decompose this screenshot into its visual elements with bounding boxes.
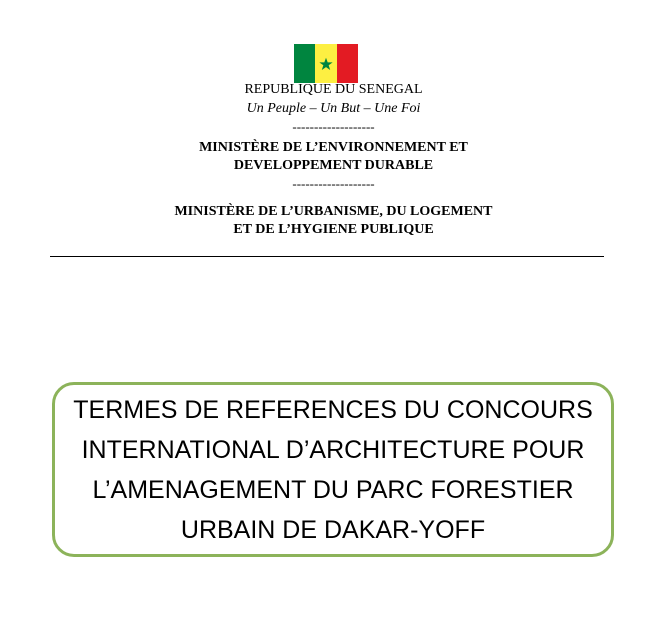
flag-band-yellow: [315, 44, 336, 83]
ministry-urbanism: [0, 203, 667, 239]
country-name: REPUBLIQUE DU SENEGAL: [244, 82, 423, 97]
document-title-line: TERMES DE REFERENCES DU CONCOURS: [73, 395, 593, 424]
ministry-environment: [0, 139, 667, 175]
separator: -------------------: [292, 119, 375, 134]
ministry-environment-line-2: DEVELOPPEMENT DURABLE: [233, 158, 434, 173]
national-motto: Un Peuple – Un But – Une Foi: [246, 101, 421, 116]
header-divider: [50, 256, 604, 257]
document-title-line: URBAIN DE DAKAR-YOFF: [180, 515, 486, 544]
document-title-line: L’AMENAGEMENT DU PARC FORESTIER: [92, 475, 574, 504]
flag-band-green: [294, 44, 315, 83]
document-title-box: [52, 382, 614, 557]
senegal-flag: [294, 44, 358, 83]
flag-band-red: [337, 44, 358, 83]
ministry-environment-line-1: MINISTÈRE DE L’ENVIRONNEMENT ET: [199, 140, 468, 155]
ministry-urbanism-line-1: MINISTÈRE DE L’URBANISME, DU LOGEMENT: [174, 204, 493, 219]
separator: -------------------: [292, 176, 375, 191]
ministry-urbanism-line-2: ET DE L’HYGIENE PUBLIQUE: [233, 222, 434, 237]
star-icon: [319, 57, 333, 71]
document-title-line: INTERNATIONAL D’ARCHITECTURE POUR: [81, 435, 585, 464]
